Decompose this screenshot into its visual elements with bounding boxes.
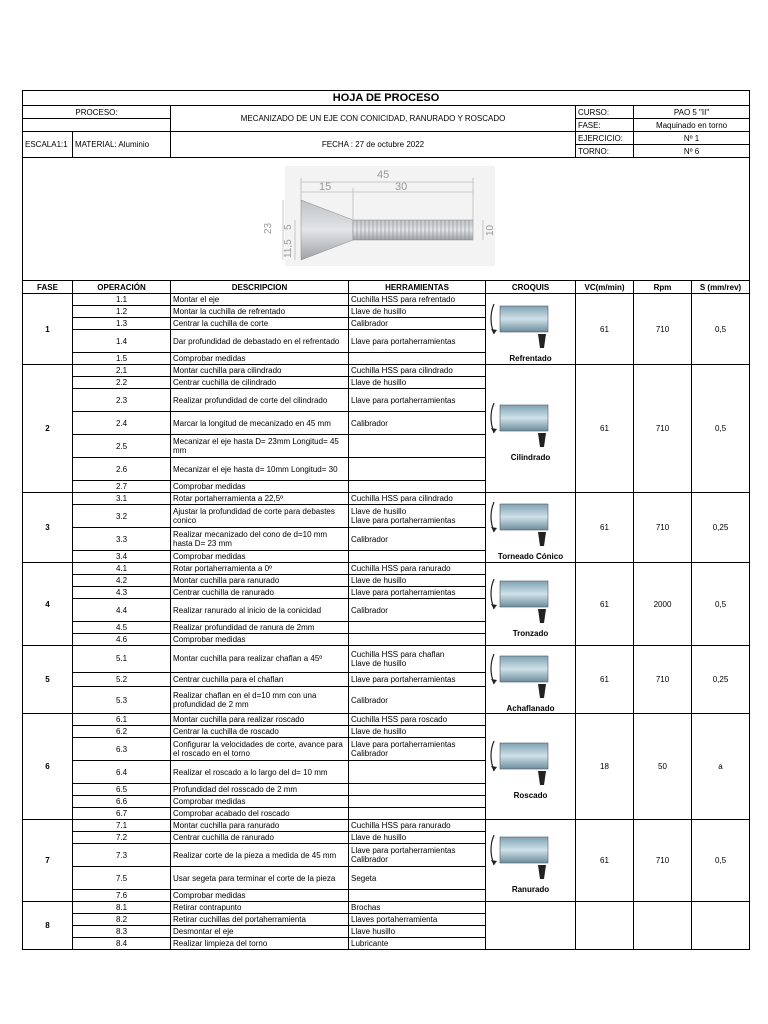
operation-number: 8.3 xyxy=(73,926,171,938)
operation-number: 1.2 xyxy=(73,306,171,318)
tool xyxy=(349,551,486,563)
column-header: Rpm xyxy=(634,281,692,294)
tool: Cuchilla HSS para ranurado xyxy=(349,820,486,832)
operation-description: Mecanizar el eje hasta D= 23mm Longitud= 45 mm xyxy=(171,435,349,458)
tool: Cuchilla HSS para roscado xyxy=(349,714,486,726)
table-row xyxy=(23,365,750,377)
tool: Llave para portaherramientas Calibrador xyxy=(349,844,486,867)
table-row xyxy=(23,714,750,726)
param-s: 0,25 xyxy=(692,493,750,563)
operation-number: 6.7 xyxy=(73,808,171,820)
operation-number: 4.3 xyxy=(73,587,171,599)
operation-description: Realizar ranurado al inicio de la conicidad xyxy=(171,599,349,622)
croquis-sketch-Achaflanado xyxy=(486,646,570,704)
fase-number: 8 xyxy=(23,902,73,950)
operation-description: Rotar portaherramienta a 22,5º xyxy=(171,493,349,505)
param-s: 0,25 xyxy=(692,646,750,714)
tool: Calibrador xyxy=(349,412,486,435)
croquis-label: Tronzado xyxy=(512,628,549,638)
param-s: 0,5 xyxy=(692,563,750,646)
tool: Llave para portaherramientas Calibrador xyxy=(349,738,486,761)
param-rpm: 50 xyxy=(634,714,692,820)
table-row xyxy=(23,563,750,575)
operation-description: Montar la cuchilla de refrentado xyxy=(171,306,349,318)
column-header: OPERACIÓN xyxy=(73,281,171,294)
operation-number: 7.5 xyxy=(73,867,171,890)
fase-number: 3 xyxy=(23,493,73,563)
operation-description: Realizar mecanizado del cono de d=10 mm hasta D= 23 mm xyxy=(171,528,349,551)
operation-number: 3.2 xyxy=(73,505,171,528)
fase-number: 5 xyxy=(23,646,73,714)
escala: ESCALA1:1 xyxy=(23,132,73,158)
param-s: 0,5 xyxy=(692,365,750,493)
operation-number: 6.1 xyxy=(73,714,171,726)
operation-number: 3.1 xyxy=(73,493,171,505)
operation-description: Comprobar medidas xyxy=(171,481,349,493)
operation-number: 3.3 xyxy=(73,528,171,551)
tool: Cuchilla HSS para cilindrado xyxy=(349,365,486,377)
operation-description: Realizar limpieza del torno xyxy=(171,938,349,950)
tool: Cuchilla HSS para cilindrado xyxy=(349,493,486,505)
tool: Llave para portaherramientas xyxy=(349,330,486,353)
dim-23: 23 xyxy=(263,222,274,234)
tool: Llave de husillo xyxy=(349,726,486,738)
column-headers xyxy=(23,281,750,294)
fase-label: FASE: xyxy=(576,119,634,132)
croquis-cell xyxy=(486,902,576,950)
operation-description: Realizar corte de la pieza a medida de 45 mm xyxy=(171,844,349,867)
operation-description: Comprobar acabado del roscado xyxy=(171,808,349,820)
operation-number: 1.3 xyxy=(73,318,171,330)
tool xyxy=(349,435,486,458)
dim-30: 30 xyxy=(395,181,408,193)
part-drawing xyxy=(23,158,750,281)
fase-number: 2 xyxy=(23,365,73,493)
tool xyxy=(349,808,486,820)
param-vc: 18 xyxy=(576,714,634,820)
fase-number: 7 xyxy=(23,820,73,902)
tool xyxy=(349,796,486,808)
param-rpm: 710 xyxy=(634,365,692,493)
croquis-label: Torneado Cónico xyxy=(497,552,564,561)
operation-description: Comprobar medidas xyxy=(171,634,349,646)
tool: Llave para portaherramientas xyxy=(349,389,486,412)
table-row xyxy=(23,493,750,505)
param-rpm: 710 xyxy=(634,493,692,563)
tool: Llave de husillo xyxy=(349,832,486,844)
operation-description: Rotar portaherramienta a 0º xyxy=(171,563,349,575)
param-rpm: 710 xyxy=(634,294,692,365)
param-rpm: 2000 xyxy=(634,563,692,646)
operation-description: Retirar contrapunto xyxy=(171,902,349,914)
operation-description: Desmontar el eje xyxy=(171,926,349,938)
operation-number: 6.5 xyxy=(73,784,171,796)
torno-label: TORNO: xyxy=(576,145,634,158)
operation-description: Comprobar medidas xyxy=(171,551,349,563)
croquis-cell xyxy=(486,646,576,714)
table-row xyxy=(23,902,750,914)
croquis-label: Cilindrado xyxy=(510,453,551,462)
operation-description: Montar cuchilla para ranurado xyxy=(171,575,349,587)
material: MATERIAL: Aluminio xyxy=(73,132,171,158)
operation-description: Marcar la longitud de mecanizado en 45 mm xyxy=(171,412,349,435)
operation-description: Realizar el roscado a lo largo del d= 10 mm xyxy=(171,761,349,784)
croquis-cell xyxy=(486,294,576,365)
tool: Segeta xyxy=(349,867,486,890)
proceso-value: MECANIZADO DE UN EJE CON CONICIDAD, RANURADO Y ROSCADO xyxy=(171,106,576,132)
croquis-sketch-Ranurado xyxy=(486,827,570,885)
croquis-cell xyxy=(486,563,576,646)
tool xyxy=(349,784,486,796)
fase-value: Maquinado en torno xyxy=(634,119,750,132)
croquis-sketch-Refrentado xyxy=(486,296,570,354)
operation-description: Dar profundidad de debastado en el refrentado xyxy=(171,330,349,353)
tool: Cuchilla HSS para refrentado xyxy=(349,294,486,306)
tool xyxy=(349,622,486,634)
param-rpm: 710 xyxy=(634,646,692,714)
tool: Cuchilla HSS para ranurado xyxy=(349,563,486,575)
tool: Calibrador xyxy=(349,528,486,551)
croquis-sketch-Roscado xyxy=(486,733,570,791)
column-header: CROQUIS xyxy=(486,281,576,294)
param-s: 0,5 xyxy=(692,294,750,365)
param-rpm xyxy=(634,902,692,950)
tool xyxy=(349,890,486,902)
operation-description: Ajustar la profundidad de corte para debastes conico xyxy=(171,505,349,528)
process-sheet xyxy=(22,90,749,950)
operation-number: 1.1 xyxy=(73,294,171,306)
operation-number: 1.4 xyxy=(73,330,171,353)
fase-number: 4 xyxy=(23,563,73,646)
torno-value: Nº 6 xyxy=(634,145,750,158)
param-s: a xyxy=(692,714,750,820)
dim-10: 10 xyxy=(485,224,496,236)
operation-description: Montar cuchilla para realizar roscado xyxy=(171,714,349,726)
proceso-label: PROCESO: xyxy=(23,106,171,119)
param-vc: 61 xyxy=(576,294,634,365)
operation-description: Comprobar medidas xyxy=(171,890,349,902)
operation-number: 3.4 xyxy=(73,551,171,563)
column-header: S (mm/rev) xyxy=(692,281,750,294)
operation-number: 2.1 xyxy=(73,365,171,377)
croquis-cell xyxy=(486,365,576,493)
operation-number: 4.5 xyxy=(73,622,171,634)
process-table xyxy=(22,90,750,950)
tool: Llave para portaherramientas xyxy=(349,672,486,686)
operation-description: Centrar la cuchilla de roscado xyxy=(171,726,349,738)
tool xyxy=(349,353,486,365)
operation-description: Centrar cuchilla de ranurado xyxy=(171,587,349,599)
column-header: DESCRIPCION xyxy=(171,281,349,294)
dim-45: 45 xyxy=(377,169,390,181)
operation-number: 6.6 xyxy=(73,796,171,808)
croquis-label: Roscado xyxy=(513,791,548,800)
tool xyxy=(349,761,486,784)
operation-description: Centrar cuchilla de ranurado xyxy=(171,832,349,844)
param-vc: 61 xyxy=(576,493,634,563)
operation-description: Configurar la velocidades de corte, avance para el roscado en el torno xyxy=(171,738,349,761)
fase-number: 1 xyxy=(23,294,73,365)
fecha: FECHA : 27 de octubre 2022 xyxy=(171,132,576,158)
tool: Llave de husillo xyxy=(349,306,486,318)
dim-5: 5 xyxy=(283,224,294,230)
operation-description: Comprobar medidas xyxy=(171,796,349,808)
curso-value: PAO 5 "II" xyxy=(634,106,750,119)
tool: Llave de husillo xyxy=(349,575,486,587)
operation-description: Comprobar medidas xyxy=(171,353,349,365)
table-row xyxy=(23,294,750,306)
operation-number: 4.4 xyxy=(73,599,171,622)
curso-label: CURSO: xyxy=(576,106,634,119)
tool: Llave de husillo xyxy=(349,377,486,389)
operation-description: Profundidad del rosscado de 2 mm xyxy=(171,784,349,796)
tool: Cuchilla HSS para chaflan Llave de husillo xyxy=(349,646,486,673)
operation-number: 4.1 xyxy=(73,563,171,575)
operation-number: 2.6 xyxy=(73,458,171,481)
operation-number: 7.6 xyxy=(73,890,171,902)
croquis-sketch-Tronzado xyxy=(486,571,570,629)
tool: Llaves portaherramienta xyxy=(349,914,486,926)
tool: Calibrador xyxy=(349,687,486,714)
croquis-label: Refrentado xyxy=(509,353,552,363)
operation-number: 6.2 xyxy=(73,726,171,738)
operation-description: Retirar cuchillas del portaherramienta xyxy=(171,914,349,926)
operation-number: 6.3 xyxy=(73,738,171,761)
tool: Calibrador xyxy=(349,318,486,330)
operation-description: Mecanizar el eje hasta d= 10mm Longitud= 30 xyxy=(171,458,349,481)
tool xyxy=(349,458,486,481)
operation-number: 7.1 xyxy=(73,820,171,832)
operation-number: 7.3 xyxy=(73,844,171,867)
sheet-title: HOJA DE PROCESO xyxy=(23,91,750,106)
operation-number: 2.4 xyxy=(73,412,171,435)
operation-description: Centrar cuchilla para el chaflan xyxy=(171,672,349,686)
operation-number: 5.2 xyxy=(73,672,171,686)
operation-number: 1.5 xyxy=(73,353,171,365)
tool xyxy=(349,634,486,646)
param-vc xyxy=(576,902,634,950)
operation-description: Montar cuchilla para cilindrado xyxy=(171,365,349,377)
tool: Lubricante xyxy=(349,938,486,950)
fase-number: 6 xyxy=(23,714,73,820)
tool xyxy=(349,481,486,493)
croquis-label: Ranurado xyxy=(511,885,550,894)
operation-number: 2.3 xyxy=(73,389,171,412)
operation-description: Usar segeta para terminar el corte de la pieza xyxy=(171,867,349,890)
operation-number: 5.3 xyxy=(73,687,171,714)
dim-15: 15 xyxy=(319,181,332,193)
operation-number: 8.2 xyxy=(73,914,171,926)
tool: Llave para portaherramientas xyxy=(349,587,486,599)
croquis-cell xyxy=(486,820,576,902)
operation-number: 2.2 xyxy=(73,377,171,389)
column-header: VC(m/min) xyxy=(576,281,634,294)
operation-number: 4.6 xyxy=(73,634,171,646)
croquis-sketch-TorneadoCónico xyxy=(486,494,570,552)
operation-number: 6.4 xyxy=(73,761,171,784)
operation-number: 4.2 xyxy=(73,575,171,587)
param-s: 0,5 xyxy=(692,820,750,902)
dim-11-5: 11,5 xyxy=(283,239,294,258)
tool: Llave husillo xyxy=(349,926,486,938)
param-vc: 61 xyxy=(576,820,634,902)
operation-description: Montar cuchilla para realizar chaflan a 45º xyxy=(171,646,349,673)
operation-number: 2.7 xyxy=(73,481,171,493)
operation-description: Realizar chaflan en el d=10 mm con una profundidad de 2 mm xyxy=(171,687,349,714)
table-row xyxy=(23,646,750,673)
operation-description: Montar el eje xyxy=(171,294,349,306)
tool: Brochas xyxy=(349,902,486,914)
operation-number: 5.1 xyxy=(73,646,171,673)
operation-description: Realizar profundidad de corte del cilindrado xyxy=(171,389,349,412)
croquis-label: Achaflanado xyxy=(506,704,555,713)
operation-number: 8.4 xyxy=(73,938,171,950)
tool: Calibrador xyxy=(349,599,486,622)
operation-number: 8.1 xyxy=(73,902,171,914)
tool: Llave de husillo Llave para portaherramientas xyxy=(349,505,486,528)
table-row xyxy=(23,820,750,832)
column-header: FASE xyxy=(23,281,73,294)
croquis-sketch-Cilindrado xyxy=(486,395,570,453)
operation-description: Montar cuchilla para ranurado xyxy=(171,820,349,832)
param-rpm: 710 xyxy=(634,820,692,902)
operation-description: Realizar profundidad de ranura de 2mm xyxy=(171,622,349,634)
param-vc: 61 xyxy=(576,365,634,493)
ejercicio-value: Nº 1 xyxy=(634,132,750,145)
param-s xyxy=(692,902,750,950)
croquis-cell xyxy=(486,714,576,820)
croquis-cell xyxy=(486,493,576,563)
operation-description: Centrar la cuchilla de corte xyxy=(171,318,349,330)
ejercicio-label: EJERCICIO: xyxy=(576,132,634,145)
operation-description: Centrar cuchilla de cilindrado xyxy=(171,377,349,389)
operation-number: 2.5 xyxy=(73,435,171,458)
param-vc: 61 xyxy=(576,563,634,646)
operation-number: 7.2 xyxy=(73,832,171,844)
column-header: HERRAMIENTAS xyxy=(349,281,486,294)
param-vc: 61 xyxy=(576,646,634,714)
